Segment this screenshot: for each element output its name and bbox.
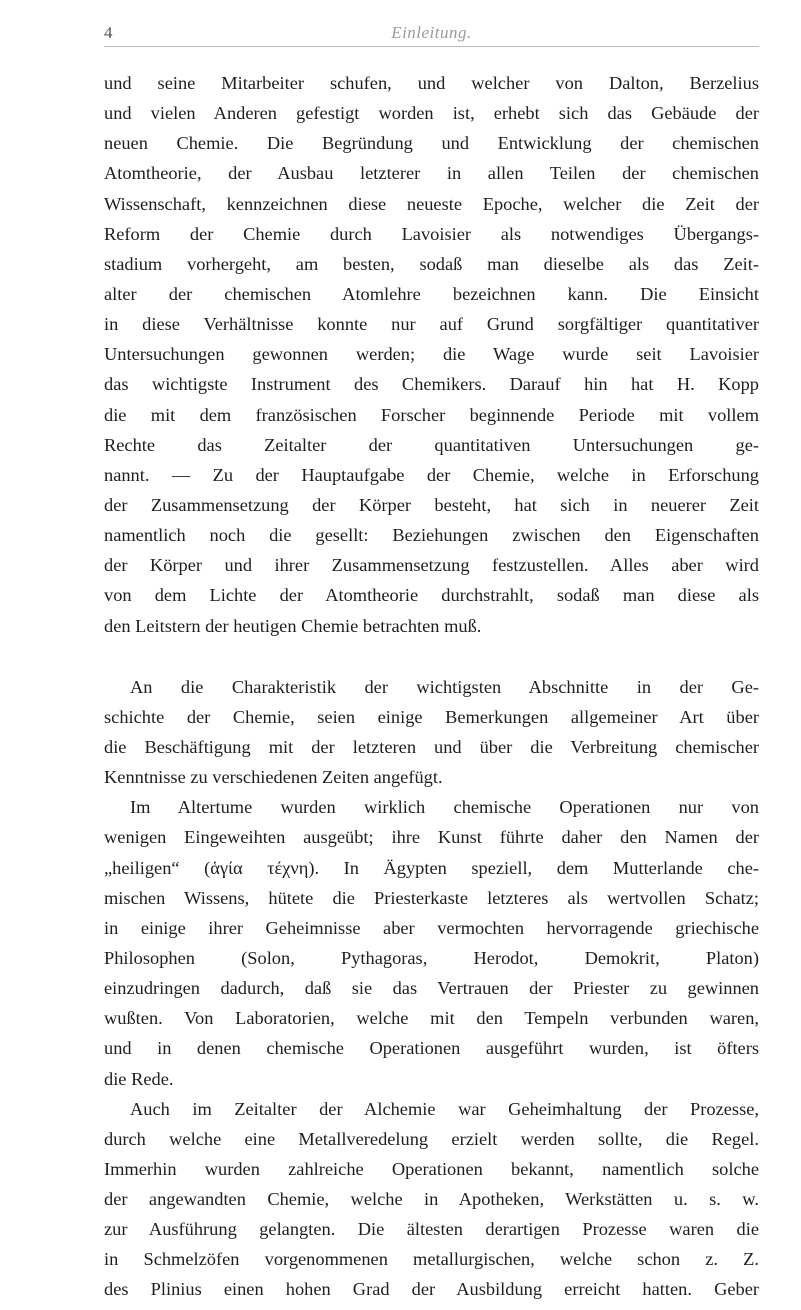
text-line: Im Altertume wurden wirklich chemische Operationen nur von <box>130 797 759 818</box>
text-line: Rechte das Zeitalter der quantitativen Untersuchungen ge- <box>104 434 759 455</box>
text-line: in Schmelzöfen vorgenommenen metallurgischen, welche schon z. Z. <box>104 1249 759 1270</box>
text-line: An die Charakteristik der wichtigsten Abschnitte in der Ge- <box>130 676 759 697</box>
text-line: die Beschäftigung mit der letzteren und über die Verbreitung chemischer <box>104 736 759 757</box>
text-line: Wissenschaft, kennzeichnen diese neueste Epoche, welcher die Zeit der <box>104 193 759 214</box>
paragraph-3 <box>104 792 759 1093</box>
text-line: wußten. Von Laboratorien, welche mit den Tempeln verbunden waren, <box>104 1008 759 1029</box>
text-line: wenigen Eingeweihten ausgeübt; ihre Kunst führte daher den Namen der <box>104 827 759 848</box>
text-line: namentlich noch die gesellt: Beziehungen zwischen den Eigenschaften <box>104 525 759 546</box>
text-line: „heiligen“ (ἁγία τέχνη). In Ägypten speziell, dem Mutterlande che- <box>104 857 759 878</box>
text-line: stadium vorhergeht, am besten, sodaß man dieselbe als das Zeit- <box>104 253 759 274</box>
text-line: den Leitstern der heutigen Chemie betrachten muß. <box>104 615 482 636</box>
page-header <box>104 22 759 47</box>
text-line: mischen Wissens, hütete die Priesterkaste letzteres als wertvollen Schatz; <box>104 887 759 908</box>
text-line: Auch im Zeitalter der Alchemie war Geheimhaltung der Prozesse, <box>130 1098 759 1119</box>
text-line: Atomtheorie, der Ausbau letzterer in allen Teilen der chemischen <box>104 163 759 184</box>
text-line: Philosophen (Solon, Pythagoras, Herodot, Demokrit, Platon) <box>104 947 759 968</box>
text-line: der Zusammensetzung der Körper besteht, hat sich in neuerer Zeit <box>104 494 759 515</box>
text-line: von dem Lichte der Atomtheorie durchstrahlt, sodaß man diese als <box>104 585 759 606</box>
text-line: durch welche eine Metallveredelung erzielt werden sollte, die Regel. <box>104 1128 759 1149</box>
text-line: in diese Verhältnisse konnte nur auf Grund sorgfältiger quantitativer <box>104 314 759 335</box>
text-line: und in denen chemische Operationen ausgeführt wurden, ist öfters <box>104 1038 759 1059</box>
text-line: die Rede. <box>104 1068 174 1089</box>
text-line: Kenntnisse zu verschiedenen Zeiten angefügt. <box>104 767 443 788</box>
text-line: und seine Mitarbeiter schufen, und welcher von Dalton, Berzelius <box>104 73 759 93</box>
page-number: 4 <box>104 23 113 42</box>
text-line: alter der chemischen Atomlehre bezeichnen kann. Die Einsicht <box>104 283 759 304</box>
running-head: Einleitung. <box>391 23 472 42</box>
text-line: und vielen Anderen gefestigt worden ist, erhebt sich das Gebäude der <box>104 103 759 124</box>
text-line: in einige ihrer Geheimnisse aber vermochten hervorragende griechische <box>104 917 759 938</box>
text-line: schichte der Chemie, seien einige Bemerkungen allgemeiner Art über <box>104 706 759 727</box>
text-line: Reform der Chemie durch Lavoisier als notwendiges Übergangs- <box>104 223 759 244</box>
text-line: neuen Chemie. Die Begründung und Entwicklung der chemischen <box>104 133 759 154</box>
text-line: des Plinius einen hohen Grad der Ausbildung erreicht hatten. Geber <box>104 1279 759 1300</box>
paragraph-gap <box>104 641 759 672</box>
paragraph-4 <box>104 1094 759 1305</box>
text-line: der angewandten Chemie, welche in Apotheken, Werkstätten u. s. w. <box>104 1189 759 1210</box>
text-line: zur Ausführung gelangten. Die ältesten derartigen Prozesse waren die <box>104 1219 759 1240</box>
body-text <box>104 68 759 1305</box>
text-line: das wichtigste Instrument des Chemikers. Darauf hin hat H. Kopp <box>104 374 759 395</box>
paragraph-2 <box>104 672 759 793</box>
text-line: der Körper und ihrer Zusammensetzung festzustellen. Alles aber wird <box>104 555 759 576</box>
paragraph-1 <box>104 68 759 641</box>
text-line: Untersuchungen gewonnen werden; die Wage wurde seit Lavoisier <box>104 344 759 365</box>
text-line: Immerhin wurden zahlreiche Operationen bekannt, namentlich solche <box>104 1158 759 1179</box>
text-line: einzudringen dadurch, daß sie das Vertrauen der Priester zu gewinnen <box>104 978 759 999</box>
text-line: nannt. — Zu der Hauptaufgabe der Chemie, welche in Erforschung <box>104 464 759 485</box>
text-line: die mit dem französischen Forscher beginnende Periode mit vollem <box>104 404 759 425</box>
